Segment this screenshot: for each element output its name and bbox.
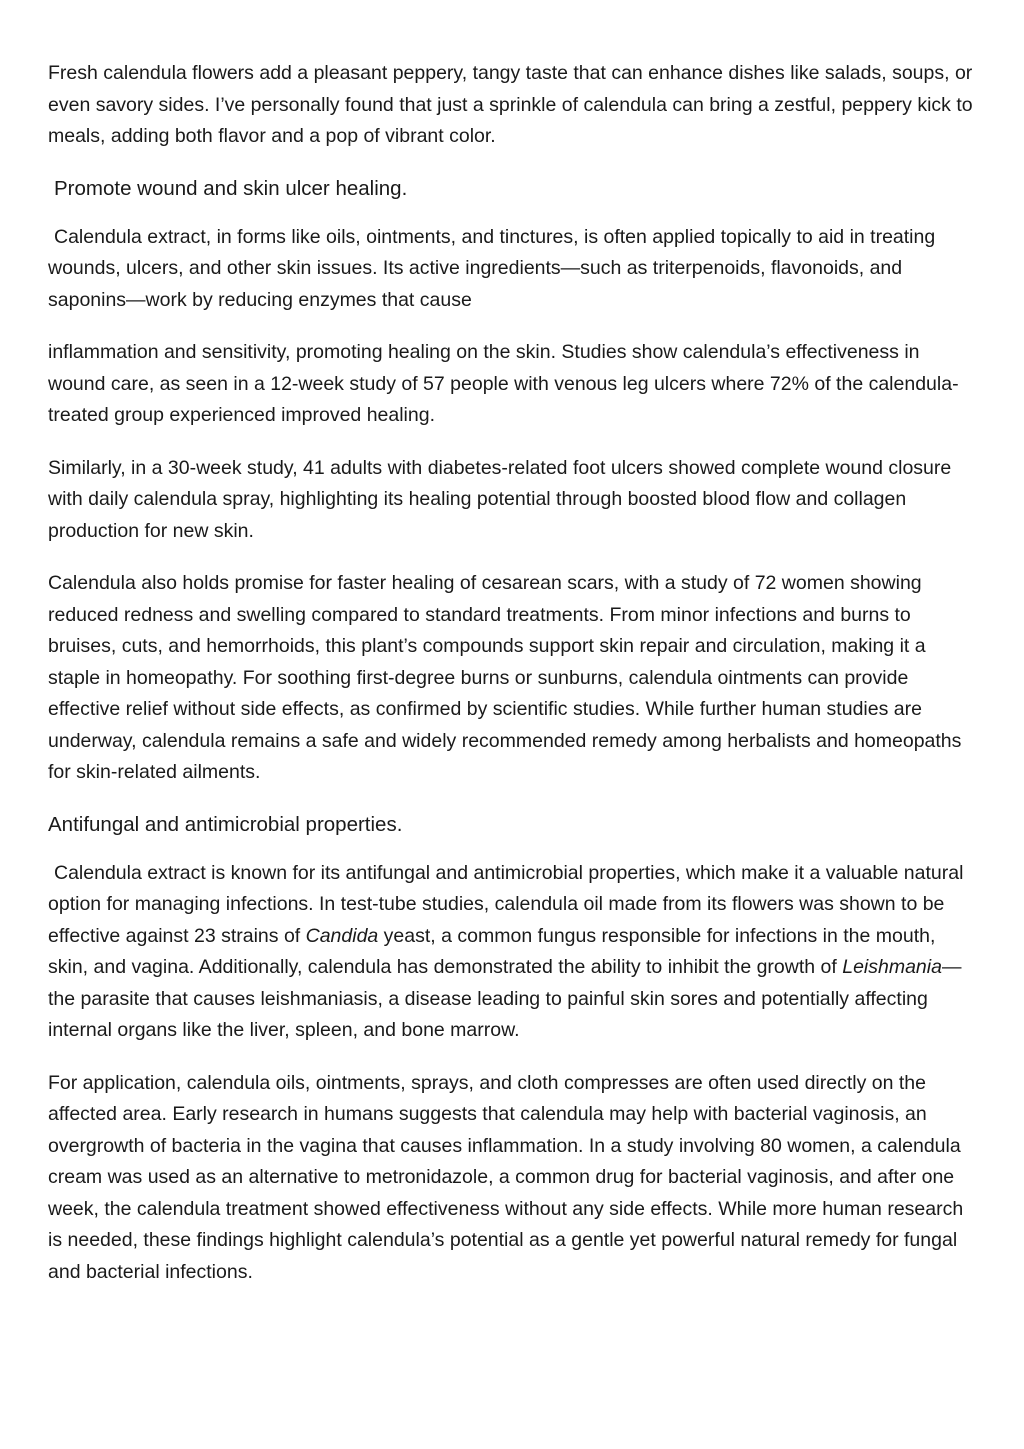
wound-paragraph-3: Similarly, in a 30-week study, 41 adults with diabetes-related foot ulcers showed complete wound closure with daily calendula spray, highlighting its healing potential through boosted blood flow and collagen production for new skin. (48, 456, 952, 542)
antifungal-paragraph-1-text-b: yeast, a common fungus responsible for infections in the mouth, skin, and vagina. Additionally, calendula has demonstrated the ability to inhibit the growth of (48, 924, 936, 978)
wound-paragraph-4: Calendula also holds promise for faster healing of cesarean scars, with a study of 72 women showing reduced redness and swelling compared to standard treatments. From minor infections and burns to bruises, cuts, and hemorrhoids, this plant’s compounds support skin repair and circulation, making it a staple in homeopathy. For soothing first-degree burns or sunburns, calendula ointments can provide effective relief without side effects, as confirmed by scientific studies. While further human studies are underway, calendula remains a safe and widely recommended remedy among herbalists and homeopaths for skin-related ailments. (48, 572, 962, 783)
antifungal-paragraph-1-text-a: Calendula extract is known for its antifungal and antimicrobial properties, which make it a valuable natural option for managing infections. In test-tube studies, calendula oil made from its flowers was shown to be effective against 23 strains of (48, 861, 964, 947)
wound-paragraph-2: inflammation and sensitivity, promoting healing on the skin. Studies show calendula’s effectiveness in wound care, as seen in a 12-week study of 57 people with venous leg ulcers where 72% of the calendula-treated group experienced improved healing. (48, 341, 959, 426)
intro-paragraph: Fresh calendula flowers add a pleasant peppery, tangy taste that can enhance dishes like salads, soups, or even savory sides. I’ve personally found that just a sprinkle of calendula can bring a zestful, peppery kick to meals, adding both flavor and a pop of vibrant color. (48, 62, 973, 147)
antifungal-paragraph-1 (48, 858, 980, 1047)
article-body (48, 58, 980, 1309)
section-heading-antifungal: Antifungal and antimicrobial properties. (48, 812, 403, 836)
antifungal-paragraph-2: For application, calendula oils, ointments, sprays, and cloth compresses are often used directly on the affected area. Early research in humans suggests that calendula may help with bacterial vaginosis, an overgrowth of bacteria in the vagina that causes inflammation. In a study involving 80 women, a calendula cream was used as an alternative to metronidazole, a common drug for bacterial vaginosis, and after one week, the calendula treatment showed effectiveness without any side effects. While more human research is needed, these findings highlight calendula’s potential as a gentle yet powerful natural remedy for fungal and bacterial infections. (48, 1071, 964, 1283)
section-heading-wound-healing: Promote wound and skin ulcer healing. (54, 176, 408, 200)
wound-paragraph-1-text: Calendula extract, in forms like oils, ointments, and tinctures, is often applied topically to aid in treating wounds, ulcers, and other skin issues. Its active ingredients—such as triterpenoids, flavonoids, and saponins—work by reducing enzymes that cause (48, 225, 936, 311)
leishmania-term: Leishmania (842, 956, 942, 978)
candida-term: Candida (305, 924, 379, 947)
antifungal-paragraph-1-text-c: —the parasite that causes leishmaniasis, a disease leading to painful skin sores and potentially affecting internal organs like the liver, spleen, and bone marrow. (48, 956, 962, 1041)
wound-paragraph-1 (48, 222, 980, 317)
